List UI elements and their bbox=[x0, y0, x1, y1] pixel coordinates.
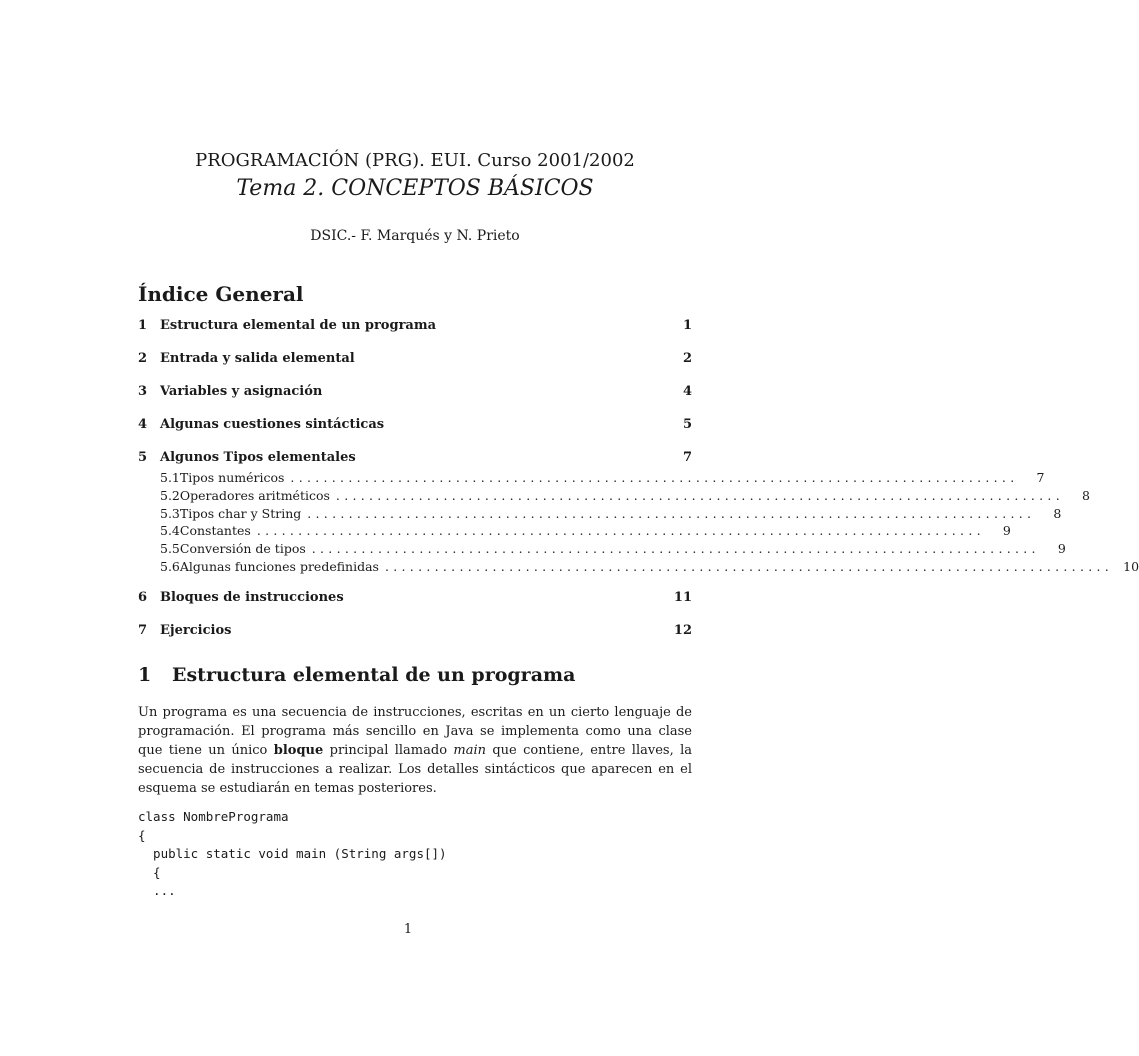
toc-subsection-title: Tipos char y String bbox=[179, 505, 302, 521]
section-title: Estructura elemental de un programa bbox=[172, 664, 576, 686]
toc-section-1[interactable] bbox=[138, 318, 692, 338]
toc-section-page: 4 bbox=[682, 384, 692, 399]
toc-section-2[interactable] bbox=[138, 351, 692, 371]
paragraph-text: principal llamado bbox=[323, 743, 454, 758]
toc-section-7[interactable] bbox=[138, 623, 692, 643]
toc-section-number: 5 bbox=[138, 450, 148, 465]
toc-dot-leader: ........................................................................................ bbox=[290, 470, 1019, 485]
toc-dot-leader: ........................................................................................ bbox=[335, 487, 1064, 503]
toc-subsection-number: 5.6 bbox=[160, 558, 180, 574]
toc-subsection-page: 8 bbox=[1082, 487, 1090, 503]
toc-subsection-5-2[interactable] bbox=[138, 487, 1090, 506]
toc-section-title: Variables y asignación bbox=[160, 384, 323, 399]
toc-subsection-number: 5.1 bbox=[160, 470, 180, 485]
toc-subsection-5-6[interactable] bbox=[138, 558, 1139, 577]
toc-section-number: 4 bbox=[138, 417, 148, 432]
page-number: 1 bbox=[403, 922, 413, 937]
code-line: { bbox=[138, 827, 146, 843]
toc-subsection-title: Conversión de tipos bbox=[179, 541, 306, 557]
topic-title: Tema 2. CONCEPTOS BÁSICOS bbox=[236, 176, 594, 201]
toc-section-number: 7 bbox=[138, 622, 148, 638]
toc-subsection-title: Tipos numéricos bbox=[179, 470, 285, 485]
paragraph-text: que contiene, entre llaves, la secuencia de instrucciones a realizar. Los detalles sintácticos que aparecen en el esquema se estudiarán en temas posteriores. bbox=[138, 743, 692, 796]
toc-section-title: Ejercicios bbox=[160, 622, 232, 638]
toc-dot-leader: ........................................................................................ bbox=[307, 505, 1036, 521]
toc-dot-leader: ........................................................................................ bbox=[384, 558, 1114, 574]
toc-subsection-5-5[interactable] bbox=[138, 541, 1066, 559]
toc-section-title: Algunas cuestiones sintácticas bbox=[160, 417, 385, 432]
toc-dot-leader: ........................................................................................ bbox=[256, 523, 985, 539]
toc-section-number: 6 bbox=[138, 589, 148, 605]
toc-subsection-title: Constantes bbox=[179, 523, 251, 539]
toc-subsection-5-4[interactable] bbox=[138, 523, 1011, 541]
toc-section-4[interactable] bbox=[138, 417, 692, 437]
toc-subsection-5-3[interactable] bbox=[138, 505, 1062, 524]
toc-subsection-page: 9 bbox=[1002, 523, 1011, 539]
code-line: ... bbox=[138, 883, 176, 898]
body-paragraph bbox=[138, 703, 692, 798]
toc-subsection-page: 7 bbox=[1036, 470, 1045, 485]
toc-subsection-number: 5.5 bbox=[160, 541, 180, 557]
toc-section-title: Estructura elemental de un programa bbox=[160, 318, 437, 333]
toc-dot-leader: ........................................................................................ bbox=[311, 541, 1040, 557]
course-title: PROGRAMACIÓN (PRG). EUI. Curso 2001/2002 bbox=[195, 150, 635, 171]
toc-subsection-page: 8 bbox=[1053, 505, 1062, 521]
code-line: public static void main (String args[]) bbox=[138, 846, 447, 861]
code-line: { bbox=[138, 864, 161, 880]
toc-section-title: Entrada y salida elemental bbox=[160, 351, 355, 366]
toc-subsection-title: Algunas funciones predefinidas bbox=[179, 558, 379, 574]
toc-section-number: 1 bbox=[138, 318, 148, 333]
section-number: 1 bbox=[138, 664, 152, 686]
toc-subsection-number: 5.3 bbox=[160, 505, 180, 521]
toc-heading: Índice General bbox=[138, 282, 304, 306]
toc-section-number: 3 bbox=[138, 384, 148, 399]
authors-line: DSIC.- F. Marqués y N. Prieto bbox=[310, 228, 520, 244]
toc-section-page: 2 bbox=[682, 351, 692, 366]
toc-section-page: 7 bbox=[682, 450, 692, 465]
toc-section-page: 5 bbox=[682, 417, 692, 432]
toc-subsection-number: 5.2 bbox=[160, 487, 180, 503]
toc-section-6[interactable] bbox=[138, 590, 692, 610]
toc-section-number: 2 bbox=[138, 351, 148, 366]
toc-subsection-5-1[interactable] bbox=[138, 470, 1045, 488]
toc-section-title: Bloques de instrucciones bbox=[160, 589, 344, 605]
italic-term: main bbox=[453, 743, 486, 758]
toc-section-title: Algunos Tipos elementales bbox=[160, 450, 356, 465]
toc-subsection-page: 9 bbox=[1057, 541, 1066, 557]
code-line: class NombrePrograma bbox=[138, 809, 289, 824]
paragraph-text: Un programa es una secuencia de instrucciones, escritas en un cierto lenguaje de programación. El programa más sencillo en Java se implementa como una clase que tiene un único bbox=[138, 705, 692, 758]
toc-subsection-number: 5.4 bbox=[160, 523, 180, 539]
toc-section-page: 11 bbox=[673, 589, 692, 605]
section-heading bbox=[138, 664, 575, 686]
toc-section-page: 1 bbox=[682, 318, 692, 333]
toc-subsection-page: 10 bbox=[1123, 558, 1139, 574]
bold-term: bloque bbox=[273, 743, 324, 758]
toc-section-page: 12 bbox=[673, 622, 692, 638]
toc-section-3[interactable] bbox=[138, 384, 692, 404]
code-block bbox=[138, 808, 447, 901]
table-of-contents bbox=[138, 318, 1139, 643]
toc-section-5[interactable] bbox=[138, 450, 692, 470]
toc-subsection-title: Operadores aritméticos bbox=[179, 487, 330, 503]
